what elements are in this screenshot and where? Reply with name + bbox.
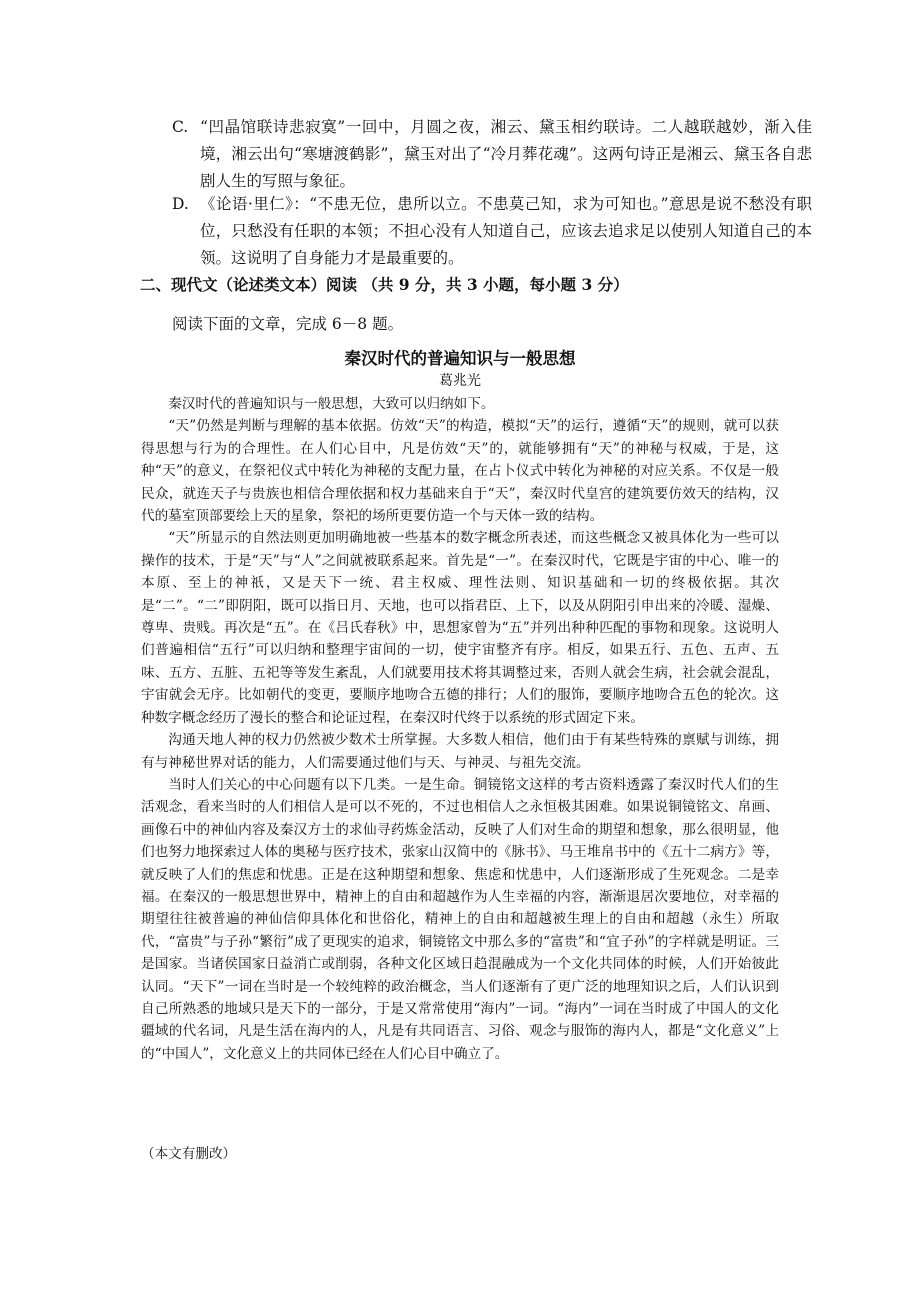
section-heading: 二、现代文（论述类文本）阅读 （共 9 分，共 3 小题，每小题 3 分） bbox=[140, 275, 629, 294]
article-paragraph: 秦汉时代的普遍知识与一般思想，大致可以归纳如下。 bbox=[168, 396, 495, 412]
article-paragraph: 当时人们关心的中心问题有以下几类。一是生命。铜镜铭文这样的考古资料透露了秦汉时代人们的生活观念，看来当时的人们相信人是可以不死的，不过也相信人之永恒极其困难。如果说铜镜铭文、帛画、画像石中的神仙内容及秦汉方士的求仙寻药炼金活动，反映了人们对生命的期望和想象，那么很明显，他们也努力地探索过人体的奥秘与医疗技术，张家山汉简中的《脉书》、马王堆帛书中的《五十二病方》等，就反映了人们的焦虑和忧患。正是在这种期望和想象、焦虑和忧患中，人们逐渐形成了生死观念。二是幸福。在秦汉的一般思想世界中，精神上的自由和超越作为人生幸福的内容，渐渐退居次要地位，对幸福的期望往往被普遍的神仙信仰具体化和世俗化，精神上的自由和超越被生理上的自由和超越（永生）所取代，“富贵”与子孙“繁衍”成了更现实的追求，铜镜铭文中那么多的“富贵”和“宜子孙”的字样就是明证。三是国家。当诸侯国家日益消亡或削弱，各种文化区域日趋混融成为一个文化共同体的时候，人们开始彼此认同。“天下”一词在当时是一个较纯粹的政治概念，当人们逐渐有了更广泛的地理知识之后，人们认识到自己所熟悉的地域只是天下的一部分，于是又常常使用“海内”一词。“海内”一词在当时成了中国人的文化疆域的代名词，凡是生活在海内的人，凡是有共同语言、习俗、观念与服饰的海内人，都是“文化意义”上的“中国人”，文化意义上的共同体已经在人们心目中确立了。 bbox=[141, 776, 779, 1062]
article-paragraph: “天”所显示的自然法则更加明确地被一些基本的数字概念所表述，而这些概念又被具体化为一些可以操作的技术，于是“天”与“人”之间就被联系起来。首先是“一”。在秦汉时代，它既是宇宙的中心、唯一的本原、至上的神祇，又是天下一统、君主权威、理性法则、知识基础和一切的终极依据。其次是“二”。“二”即阴阳，既可以指日月、天地，也可以指君臣、上下，以及从阴阳引申出来的冷暖、湿燥、尊卑、贵贱。再次是“五”。在《吕氏春秋》中，思想家曾为“五”并列出种种匹配的事物和现象。这说明人们普遍相信“五行”可以归纳和整理宇宙间的一切，使宇宙整齐有序。相反，如果五行、五色、五声、五味、五方、五脏、五祀等等发生紊乱，人们就要用技术将其调整过来，否则人就会生病，社会就会混乱，宇宙就会无序。比如朝代的变更，要顺序地吻合五德的排行；人们的服饰，要顺序地吻合五色的轮次。这种数字概念经历了漫长的整合和论证过程，在秦汉时代终于以系统的形式固定下来。 bbox=[141, 530, 779, 726]
option-d-text: 《论语·里仁》：“不患无位，患所以立。不患莫己知，求为可知也。”意思是说不愁没有职位，只愁没有任职的本领；不担心没有人知道自己，应该去追求足以使别人知道自己的本领。这说明了自身能力才是最重要的。 bbox=[200, 195, 812, 267]
article-note: （本文有删改） bbox=[141, 1146, 237, 1162]
article-paragraph: “天”仍然是判断与理解的基本依据。仿效“天”的构造，模拟“天”的运行，遵循“天”的规则，就可以获得思想与行为的合理性。在人们心目中，凡是仿效“天”的，就能够拥有“天”的神秘与权威，于是，这种“天”的意义，在祭祀仪式中转化为神秘的支配力量，在占卜仪式中转化为神秘的对应关系。不仅是一般民众，就连天子与贵族也相信合理依据和权力基础来自于“天”，秦汉时代皇宫的建筑要仿效天的结构，汉代的墓室顶部要绘上天的星象，祭祀的场所更要仿造一个与天体一致的结构。 bbox=[141, 418, 779, 525]
article-author: 葛兆光 bbox=[439, 373, 481, 389]
article-paragraph: 沟通天地人神的权力仍然被少数术士所掌握。大多数人相信，他们由于有某些特殊的禀赋与训练，拥有与神秘世界对话的能力，人们需要通过他们与天、与神灵、与祖先交流。 bbox=[141, 732, 779, 771]
article-body bbox=[141, 393, 779, 1065]
option-c-text: “凹晶馆联诗悲寂寞”一回中，月圆之夜，湘云、黛玉相约联诗。二人越联越妙，渐入佳境，湘云出句“寒塘渡鹤影”，黛玉对出了“冷月葬花魂”。这两句诗正是湘云、黛玉各自悲剧人生的写照与象征。 bbox=[200, 118, 812, 190]
option-c-label: C. bbox=[172, 118, 189, 136]
option-c bbox=[172, 114, 812, 195]
option-d bbox=[172, 191, 812, 272]
section-instruction: 阅读下面的文章，完成 6－8 题。 bbox=[172, 315, 404, 333]
article-title: 秦汉时代的普遍知识与一般思想 bbox=[344, 349, 576, 368]
option-d-label: D. bbox=[172, 195, 189, 213]
